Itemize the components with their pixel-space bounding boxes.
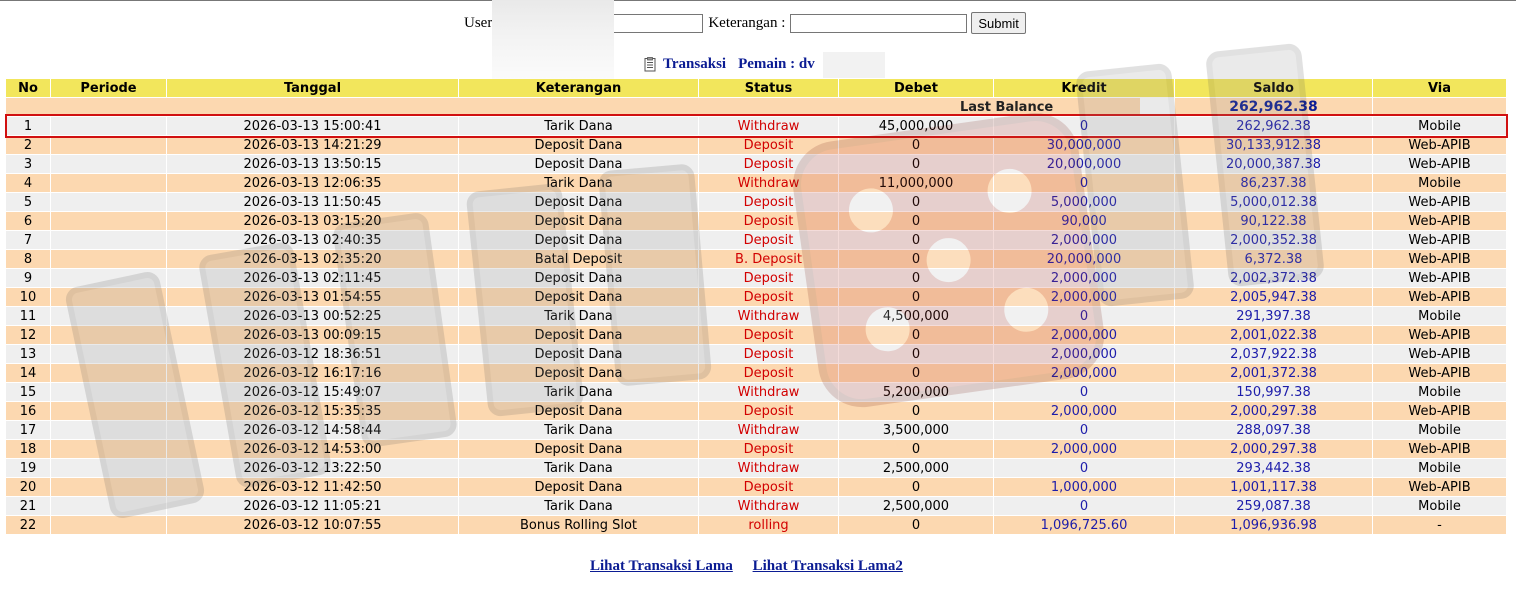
cell-debet: 0	[839, 345, 993, 363]
cell-status: Deposit	[699, 364, 838, 382]
cell-status: Deposit	[699, 440, 838, 458]
cell-debet: 0	[839, 193, 993, 211]
cell-saldo: 2,037,922.38	[1175, 345, 1372, 363]
cell-via: Web-APIB	[1373, 212, 1506, 230]
table-row	[6, 288, 1506, 306]
table-caption	[644, 53, 815, 75]
cell-periode	[51, 231, 166, 249]
table-row	[6, 155, 1506, 173]
cell-saldo: 90,122.38	[1175, 212, 1372, 230]
cell-via: Web-APIB	[1373, 440, 1506, 458]
col-header-via: Via	[1373, 79, 1506, 97]
cell-tanggal: 2026-03-12 16:17:16	[167, 364, 458, 382]
cell-via: Web-APIB	[1373, 136, 1506, 154]
cell-kredit: 2,000,000	[994, 231, 1174, 249]
cell-no: 5	[6, 193, 50, 211]
cell-tanggal: 2026-03-13 02:40:35	[167, 231, 458, 249]
cell-tanggal: 2026-03-12 14:58:44	[167, 421, 458, 439]
col-header-keterangan: Keterangan	[459, 79, 698, 97]
cell-keterangan: Deposit Dana	[459, 402, 698, 420]
cell-tanggal: 2026-03-13 00:09:15	[167, 326, 458, 344]
last-balance-label: Last Balance	[960, 98, 1140, 116]
user-label: User	[464, 14, 493, 31]
table-row	[6, 212, 1506, 230]
cell-keterangan: Tarik Dana	[459, 117, 698, 135]
cell-saldo: 2,001,372.38	[1175, 364, 1372, 382]
cell-periode	[51, 307, 166, 325]
cell-debet: 0	[839, 478, 993, 496]
cell-saldo: 288,097.38	[1175, 421, 1372, 439]
cell-debet: 0	[839, 402, 993, 420]
cell-status: Deposit	[699, 231, 838, 249]
cell-via: Web-APIB	[1373, 269, 1506, 287]
table-row	[6, 269, 1506, 287]
table-row	[6, 421, 1506, 439]
cell-saldo: 2,000,352.38	[1175, 231, 1372, 249]
cell-keterangan: Deposit Dana	[459, 231, 698, 249]
col-header-debet: Debet	[839, 79, 993, 97]
cell-no: 9	[6, 269, 50, 287]
cell-status: Deposit	[699, 155, 838, 173]
cell-tanggal: 2026-03-13 15:00:41	[167, 117, 458, 135]
col-header-no: No	[6, 79, 50, 97]
cell-no: 11	[6, 307, 50, 325]
cell-tanggal: 2026-03-12 10:07:55	[167, 516, 458, 534]
table-row	[6, 478, 1506, 496]
cell-tanggal: 2026-03-13 12:06:35	[167, 174, 458, 192]
cell-keterangan: Tarik Dana	[459, 459, 698, 477]
cell-debet: 0	[839, 326, 993, 344]
cell-via: Mobile	[1373, 497, 1506, 515]
cell-keterangan: Deposit Dana	[459, 345, 698, 363]
cell-saldo: 86,237.38	[1175, 174, 1372, 192]
cell-saldo: 5,000,012.38	[1175, 193, 1372, 211]
redacted-player-name	[823, 52, 885, 78]
table-row	[6, 440, 1506, 458]
cell-keterangan: Tarik Dana	[459, 421, 698, 439]
cell-kredit: 2,000,000	[994, 345, 1174, 363]
cell-keterangan: Tarik Dana	[459, 307, 698, 325]
cell-debet: 0	[839, 212, 993, 230]
cell-debet: 0	[839, 364, 993, 382]
cell-kredit: 0	[994, 307, 1174, 325]
cell-status: Deposit	[699, 326, 838, 344]
col-header-status: Status	[699, 79, 838, 97]
cell-status: Withdraw	[699, 307, 838, 325]
cell-keterangan: Deposit Dana	[459, 269, 698, 287]
cell-no: 21	[6, 497, 50, 515]
report-icon	[644, 57, 657, 72]
cell-keterangan: Deposit Dana	[459, 136, 698, 154]
cell-status: Deposit	[699, 402, 838, 420]
cell-kredit: 0	[994, 497, 1174, 515]
cell-status: rolling	[699, 516, 838, 534]
caption-pemain: Pemain : dv	[738, 55, 815, 72]
cell-periode	[51, 250, 166, 268]
cell-kredit: 90,000	[994, 212, 1174, 230]
cell-via: Web-APIB	[1373, 155, 1506, 173]
cell-no: 10	[6, 288, 50, 306]
cell-saldo: 2,002,372.38	[1175, 269, 1372, 287]
table-row	[6, 117, 1506, 135]
cell-saldo: 291,397.38	[1175, 307, 1372, 325]
cell-periode	[51, 478, 166, 496]
table-row	[6, 497, 1506, 515]
cell-saldo: 1,096,936.98	[1175, 516, 1372, 534]
cell-via: Mobile	[1373, 383, 1506, 401]
cell-debet: 2,500,000	[839, 459, 993, 477]
cell-status: Withdraw	[699, 174, 838, 192]
cell-status: Deposit	[699, 269, 838, 287]
cell-status: Withdraw	[699, 497, 838, 515]
cell-kredit: 2,000,000	[994, 364, 1174, 382]
cell-no: 8	[6, 250, 50, 268]
cell-no: 17	[6, 421, 50, 439]
cell-kredit: 2,000,000	[994, 402, 1174, 420]
submit-button[interactable]: Submit	[971, 12, 1025, 34]
cell-periode	[51, 440, 166, 458]
cell-status: Deposit	[699, 136, 838, 154]
cell-status: Withdraw	[699, 117, 838, 135]
cell-periode	[51, 345, 166, 363]
cell-via: Web-APIB	[1373, 288, 1506, 306]
keterangan-label: Keterangan :	[708, 14, 786, 31]
col-header-periode: Periode	[51, 79, 166, 97]
cell-no: 22	[6, 516, 50, 534]
col-header-kredit: Kredit	[994, 79, 1174, 97]
cell-periode	[51, 155, 166, 173]
cell-saldo: 2,001,022.38	[1175, 326, 1372, 344]
cell-periode	[51, 174, 166, 192]
cell-status: Withdraw	[699, 459, 838, 477]
cell-kredit: 0	[994, 383, 1174, 401]
cell-saldo: 262,962.38	[1175, 117, 1372, 135]
cell-tanggal: 2026-03-13 03:15:20	[167, 212, 458, 230]
cell-via: Web-APIB	[1373, 193, 1506, 211]
cell-kredit: 0	[994, 117, 1174, 135]
cell-saldo: 6,372.38	[1175, 250, 1372, 268]
table-row	[6, 402, 1506, 420]
cell-tanggal: 2026-03-12 18:36:51	[167, 345, 458, 363]
cell-kredit: 2,000,000	[994, 440, 1174, 458]
cell-no: 13	[6, 345, 50, 363]
cell-debet: 11,000,000	[839, 174, 993, 192]
cell-kredit: 30,000,000	[994, 136, 1174, 154]
cell-no: 2	[6, 136, 50, 154]
table-row	[6, 459, 1506, 477]
cell-kredit: 2,000,000	[994, 269, 1174, 287]
cell-no: 19	[6, 459, 50, 477]
cell-saldo: 30,133,912.38	[1175, 136, 1372, 154]
table-header-row	[6, 79, 1506, 97]
table-row	[6, 307, 1506, 325]
cell-saldo: 2,000,297.38	[1175, 440, 1372, 458]
cell-periode	[51, 136, 166, 154]
cell-no: 7	[6, 231, 50, 249]
table-row	[6, 516, 1506, 534]
cell-kredit: 0	[994, 421, 1174, 439]
user-input-extended[interactable]	[598, 14, 703, 33]
cell-periode	[51, 459, 166, 477]
cell-no: 4	[6, 174, 50, 192]
cell-keterangan: Deposit Dana	[459, 364, 698, 382]
cell-status: Deposit	[699, 193, 838, 211]
cell-tanggal: 2026-03-12 14:53:00	[167, 440, 458, 458]
cell-debet: 45,000,000	[839, 117, 993, 135]
col-header-saldo: Saldo	[1175, 79, 1372, 97]
cell-saldo: 150,997.38	[1175, 383, 1372, 401]
cell-status: Deposit	[699, 478, 838, 496]
cell-keterangan: Deposit Dana	[459, 288, 698, 306]
cell-via: Web-APIB	[1373, 326, 1506, 344]
col-header-tanggal: Tanggal	[167, 79, 458, 97]
cell-debet: 0	[839, 516, 993, 534]
keterangan-input[interactable]	[790, 14, 967, 33]
last-balance-value: 262,962.38	[1175, 98, 1372, 116]
table-row	[6, 326, 1506, 344]
cell-kredit: 0	[994, 174, 1174, 192]
cell-periode	[51, 402, 166, 420]
cell-periode	[51, 497, 166, 515]
cell-tanggal: 2026-03-12 15:35:35	[167, 402, 458, 420]
cell-via: Mobile	[1373, 307, 1506, 325]
cell-via: -	[1373, 516, 1506, 534]
cell-via: Mobile	[1373, 174, 1506, 192]
caption-transaksi: Transaksi	[663, 55, 727, 72]
cell-via: Web-APIB	[1373, 364, 1506, 382]
cell-periode	[51, 212, 166, 230]
link-old-transactions[interactable]: Lihat Transaksi Lama	[590, 558, 733, 574]
cell-debet: 0	[839, 136, 993, 154]
table-row	[6, 193, 1506, 211]
cell-no: 16	[6, 402, 50, 420]
cell-no: 18	[6, 440, 50, 458]
cell-saldo: 2,005,947.38	[1175, 288, 1372, 306]
cell-tanggal: 2026-03-12 15:49:07	[167, 383, 458, 401]
cell-via: Web-APIB	[1373, 231, 1506, 249]
cell-debet: 0	[839, 155, 993, 173]
cell-no: 1	[6, 117, 50, 135]
cell-debet: 0	[839, 269, 993, 287]
cell-via: Mobile	[1373, 117, 1506, 135]
cell-keterangan: Batal Deposit	[459, 250, 698, 268]
cell-debet: 0	[839, 440, 993, 458]
cell-no: 3	[6, 155, 50, 173]
cell-debet: 3,500,000	[839, 421, 993, 439]
cell-debet: 4,500,000	[839, 307, 993, 325]
cell-tanggal: 2026-03-13 01:54:55	[167, 288, 458, 306]
cell-via: Web-APIB	[1373, 345, 1506, 363]
cell-status: Withdraw	[699, 421, 838, 439]
table-row	[6, 250, 1506, 268]
cell-kredit: 1,000,000	[994, 478, 1174, 496]
cell-periode	[51, 193, 166, 211]
cell-keterangan: Deposit Dana	[459, 326, 698, 344]
cell-saldo: 20,000,387.38	[1175, 155, 1372, 173]
cell-kredit: 5,000,000	[994, 193, 1174, 211]
cell-tanggal: 2026-03-13 11:50:45	[167, 193, 458, 211]
footer-links	[590, 558, 919, 575]
cell-kredit: 2,000,000	[994, 326, 1174, 344]
cell-no: 6	[6, 212, 50, 230]
cell-status: B. Deposit	[699, 250, 838, 268]
cell-periode	[51, 326, 166, 344]
cell-periode	[51, 269, 166, 287]
cell-tanggal: 2026-03-13 02:11:45	[167, 269, 458, 287]
cell-tanggal: 2026-03-12 11:05:21	[167, 497, 458, 515]
top-border	[0, 0, 1516, 1]
table-row	[6, 364, 1506, 382]
cell-no: 12	[6, 326, 50, 344]
cell-keterangan: Deposit Dana	[459, 155, 698, 173]
cell-keterangan: Deposit Dana	[459, 478, 698, 496]
cell-periode	[51, 364, 166, 382]
cell-tanggal: 2026-03-13 13:50:15	[167, 155, 458, 173]
cell-keterangan: Deposit Dana	[459, 193, 698, 211]
cell-kredit: 20,000,000	[994, 155, 1174, 173]
cell-keterangan: Deposit Dana	[459, 440, 698, 458]
cell-via: Web-APIB	[1373, 402, 1506, 420]
cell-saldo: 259,087.38	[1175, 497, 1372, 515]
cell-periode	[51, 288, 166, 306]
cell-periode	[51, 421, 166, 439]
cell-status: Deposit	[699, 345, 838, 363]
cell-keterangan: Tarik Dana	[459, 383, 698, 401]
cell-via: Web-APIB	[1373, 250, 1506, 268]
cell-tanggal: 2026-03-13 02:35:20	[167, 250, 458, 268]
cell-status: Withdraw	[699, 383, 838, 401]
cell-status: Deposit	[699, 288, 838, 306]
cell-keterangan: Tarik Dana	[459, 497, 698, 515]
cell-debet: 0	[839, 288, 993, 306]
cell-keterangan: Tarik Dana	[459, 174, 698, 192]
cell-kredit: 2,000,000	[994, 288, 1174, 306]
cell-no: 15	[6, 383, 50, 401]
cell-tanggal: 2026-03-12 11:42:50	[167, 478, 458, 496]
table-row	[6, 231, 1506, 249]
cell-kredit: 0	[994, 459, 1174, 477]
table-row	[6, 136, 1506, 154]
cell-debet: 2,500,000	[839, 497, 993, 515]
cell-tanggal: 2026-03-13 00:52:25	[167, 307, 458, 325]
cell-keterangan: Bonus Rolling Slot	[459, 516, 698, 534]
link-old-transactions-2[interactable]: Lihat Transaksi Lama2	[752, 558, 903, 574]
cell-kredit: 20,000,000	[994, 250, 1174, 268]
cell-saldo: 2,000,297.38	[1175, 402, 1372, 420]
cell-tanggal: 2026-03-13 14:21:29	[167, 136, 458, 154]
cell-status: Deposit	[699, 212, 838, 230]
cell-debet: 5,200,000	[839, 383, 993, 401]
cell-no: 20	[6, 478, 50, 496]
cell-no: 14	[6, 364, 50, 382]
cell-kredit: 1,096,725.60	[994, 516, 1174, 534]
cell-periode	[51, 117, 166, 135]
cell-via: Web-APIB	[1373, 478, 1506, 496]
cell-debet: 0	[839, 231, 993, 249]
cell-periode	[51, 383, 166, 401]
cell-periode	[51, 516, 166, 534]
cell-keterangan: Deposit Dana	[459, 212, 698, 230]
cell-via: Mobile	[1373, 459, 1506, 477]
cell-via: Mobile	[1373, 421, 1506, 439]
last-balance-row	[6, 98, 1506, 116]
table-row	[6, 174, 1506, 192]
table-row	[6, 345, 1506, 363]
cell-tanggal: 2026-03-12 13:22:50	[167, 459, 458, 477]
cell-saldo: 293,442.38	[1175, 459, 1372, 477]
transaction-table	[5, 78, 1507, 535]
redacted-area	[492, 0, 614, 80]
cell-saldo: 1,001,117.38	[1175, 478, 1372, 496]
cell-debet: 0	[839, 250, 993, 268]
table-row	[6, 383, 1506, 401]
